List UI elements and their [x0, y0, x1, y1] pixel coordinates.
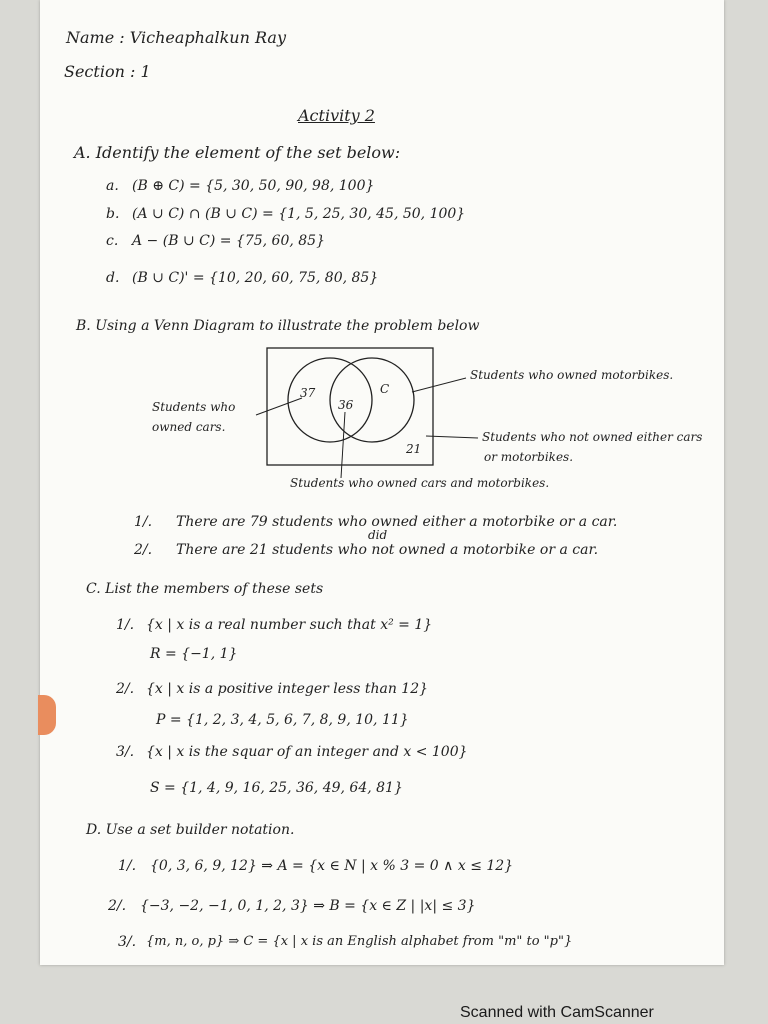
part-b-answer-1: There are 79 students who owned either a motorbike or a car. [176, 514, 618, 530]
part-c-1-answer: R = {−1, 1} [150, 646, 238, 662]
inserted-word: did [368, 528, 388, 542]
part-c-2-set: {x | x is a positive integer less than 12} [146, 681, 429, 697]
label-students-cars: Students who owned cars. [152, 400, 236, 434]
part-c-2-num: 2/. [116, 681, 135, 697]
part-c-3-answer: S = {1, 4, 9, 16, 25, 36, 49, 64, 81} [150, 780, 403, 796]
part-c-heading: C. List the members of these sets [86, 581, 324, 597]
part-d-3-num: 3/. [118, 934, 137, 950]
part-a-label-c: c. [106, 233, 119, 249]
leader-line-neither [426, 436, 478, 438]
part-a-label-d: d. [106, 270, 120, 286]
leader-line-both [341, 412, 345, 478]
part-a-expr-d: (B ∪ C)' = {10, 20, 60, 75, 80, 85} [132, 270, 379, 286]
part-d-1: {0, 3, 6, 9, 12} ⇒ A = {x ∈ N | x % 3 = 0 ∧ x ≤ 12} [150, 858, 514, 874]
student-name: Name : Vicheaphalkun Ray [66, 28, 286, 47]
part-d-3: {m, n, o, p} ⇒ C = {x | x is an English alphabet from "m" to "p"} [146, 934, 573, 949]
label-students-neither-2: or motorbikes. [484, 450, 574, 464]
part-d-heading: D. Use a set builder notation. [86, 822, 295, 838]
section: Section : 1 [64, 62, 151, 81]
part-c-2-answer: P = {1, 2, 3, 4, 5, 6, 7, 8, 9, 10, 11} [156, 712, 409, 728]
part-a-label-b: b. [106, 206, 120, 222]
part-b-heading: B. Using a Venn Diagram to illustrate the problem below [76, 318, 480, 334]
venn-outside-value: 21 [406, 442, 422, 456]
label-students-both: Students who owned cars and motorbikes. [290, 476, 550, 490]
part-b-answer-2-num: 2/. [134, 542, 153, 558]
part-a-expr-c: A − (B ∪ C) = {75, 60, 85} [132, 233, 325, 249]
part-a-heading: A. Identify the element of the set below: [74, 143, 401, 162]
venn-motorbikes-label: C [380, 382, 390, 396]
label-students-motorbikes: Students who owned motorbikes. [470, 368, 674, 382]
venn-cars-only-value: 37 [300, 386, 316, 400]
part-c-3-set: {x | x is the squar of an integer and x < 100} [146, 744, 468, 760]
venn-intersection-value: 36 [338, 398, 354, 412]
part-c-3-num: 3/. [116, 744, 135, 760]
leader-line-cars [256, 398, 302, 415]
part-b-answer-2: There are 21 students who not owned a motorbike or a car. [176, 542, 599, 558]
part-d-1-num: 1/. [118, 858, 137, 874]
part-b-answer-1-num: 1/. [134, 514, 153, 530]
part-a-label-a: a. [106, 178, 119, 194]
part-a-expr-a: (B ⊕ C) = {5, 30, 50, 90, 98, 100} [132, 178, 375, 194]
leader-line-motorbikes [412, 378, 466, 392]
part-c-1-set: {x | x is a real number such that x² = 1} [146, 617, 433, 633]
scanner-watermark: Scanned with CamScanner [460, 1004, 654, 1021]
activity-title: Activity 2 [298, 106, 375, 125]
part-a-expr-b: (A ∪ C) ∩ (B ∪ C) = {1, 5, 25, 30, 45, 50, 100} [132, 206, 466, 222]
part-d-2-num: 2/. [108, 898, 127, 914]
part-c-1-num: 1/. [116, 617, 135, 633]
label-students-neither-1: Students who not owned either cars [482, 430, 703, 444]
part-d-2: {−3, −2, −1, 0, 1, 2, 3} ⇒ B = {x ∈ Z | |x| ≤ 3} [140, 898, 476, 914]
